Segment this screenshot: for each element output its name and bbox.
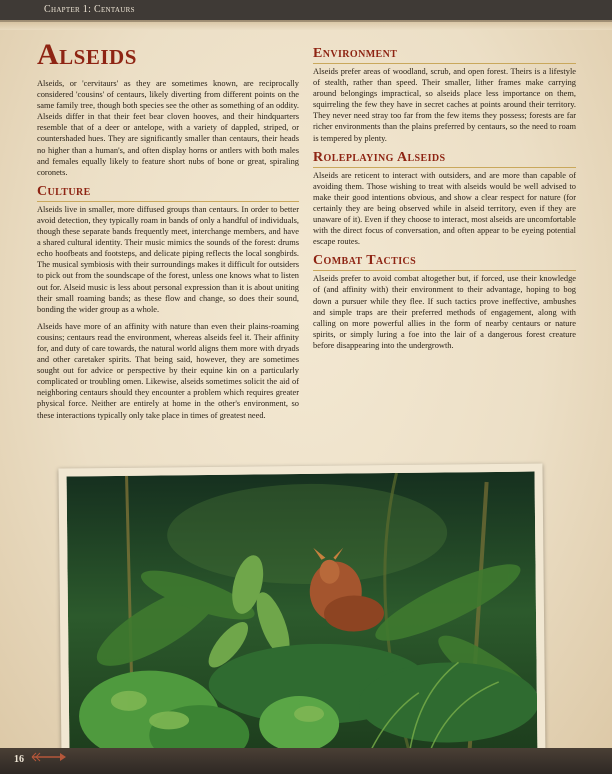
roleplaying-paragraph: Alseids are reticent to interact with outsiders, and are more than capable of avoiding them. Those wishing to treat with alseids would be well advised to make their good intentions obvious, and show a clear respect for nature (for certainly they are being observed while in alseid territory, even if they are unaware of it). Even if they choose to interact, most alseids are uncomfortable with the direct focus of conversation, and often appear to be eyeing potential escape routes.: [313, 170, 576, 247]
page-title: Alseids: [37, 38, 137, 71]
arrow-ornament-icon: [30, 752, 66, 762]
culture-section: [37, 184, 299, 421]
combat-heading: Combat Tactics: [313, 253, 576, 271]
footer-bar: [0, 748, 612, 774]
alseid-forest-scene: [67, 472, 538, 757]
right-column: [313, 46, 576, 357]
intro-paragraph: Alseids, or 'cervitaurs' as they are sometimes known, are reciprocally considered 'cousins' of centaurs, likely diverting from different points on the same family tree, though both species see the other as something of an oddity. Alseids differ in that their feet bear cloven hooves, and their hindquarters resemble that of a deer or antelope, with a variety of dappled, striped, or countershaded hues. They are significantly smaller than centaurs, their heads no higher than a human's, and often display horns or antlers with both males and females equally likely to feature short nubs of bone or great, spiraling coronets.: [37, 79, 299, 177]
roleplaying-section: [313, 150, 576, 248]
culture-paragraph-2: Alseids have more of an affinity with nature than even their plains-roaming cousins; centaurs read the environment, whereas alseids feel it. Their affinity for, and duty of care towards, the natural world aligns them more with dryads and other caretaker spirits. That being said, however, they are sometimes sought out for advice or perspective by their equine kin on a particularly complicated or troubling omen. Likewise, alseids sometimes solicit the aid of neighboring centaurs should they encounter a problem which requires greater physical force. Neither are entirely at home in the other's environment, so these interactions typically only take place in times of greatest need.: [37, 321, 299, 420]
environment-section: [313, 46, 576, 144]
left-column: [37, 40, 299, 427]
culture-heading: Culture: [37, 184, 299, 202]
torn-edge: [0, 20, 612, 30]
chapter-title: Chapter 1: Centaurs: [44, 4, 135, 15]
header-bar: [0, 0, 612, 22]
culture-paragraph-1: Alseids live in smaller, more diffused groups than centaurs. In order to better avoid detection, they typically roam in bands of only a handful of individuals, though these separate bands frequently meet, interchange members, and have a shared cultural identity. Their music mimics the sounds of the forest: drums echo hoofbeats and footsteps, and delicate piping reflects the local songbirds. The musical symbiosis with their surroundings makes it difficult for outsiders to pick out from the soundscape of the forest, unless one knows what to listen out for. Alseid music is less about personal expression than it is about uniting their small roaming bands; as these flow and change, so does their sound, bonding the wider group as a whole.: [37, 204, 299, 314]
environment-paragraph: Alseids prefer areas of woodland, scrub, and open forest. Theirs is a lifestyle of stealth, rather than speed. Their smaller, lither frames make carrying around belongings impractical, so alseids place less importance on them, squirreling the few they have in secret caches at points around their territory. They never need stray too far from the few items they possess; forests are far richer environments than the plains preferred by centaurs, so the need to roam is tempered by plenty.: [313, 67, 576, 143]
roleplaying-heading: Roleplaying Alseids: [313, 150, 576, 168]
combat-section: [313, 253, 576, 351]
page-number: 16: [14, 754, 24, 765]
forest-illustration: [58, 463, 545, 764]
environment-heading: Environment: [313, 46, 576, 64]
combat-paragraph: Alseids prefer to avoid combat altogether but, if forced, use their knowledge of (and affinity with) their environment to their advantage, hoping to bog down a pursuer while they flee. If such tactics prove ineffective, ambushes and simple traps are their preferred methods of engagement, along with calling on more powerful allies in the form of nearby centaurs or nature spirits, or simply luring a foe into the lair of a dangerous forest creature before disappearing into the undergrowth.: [313, 274, 576, 350]
